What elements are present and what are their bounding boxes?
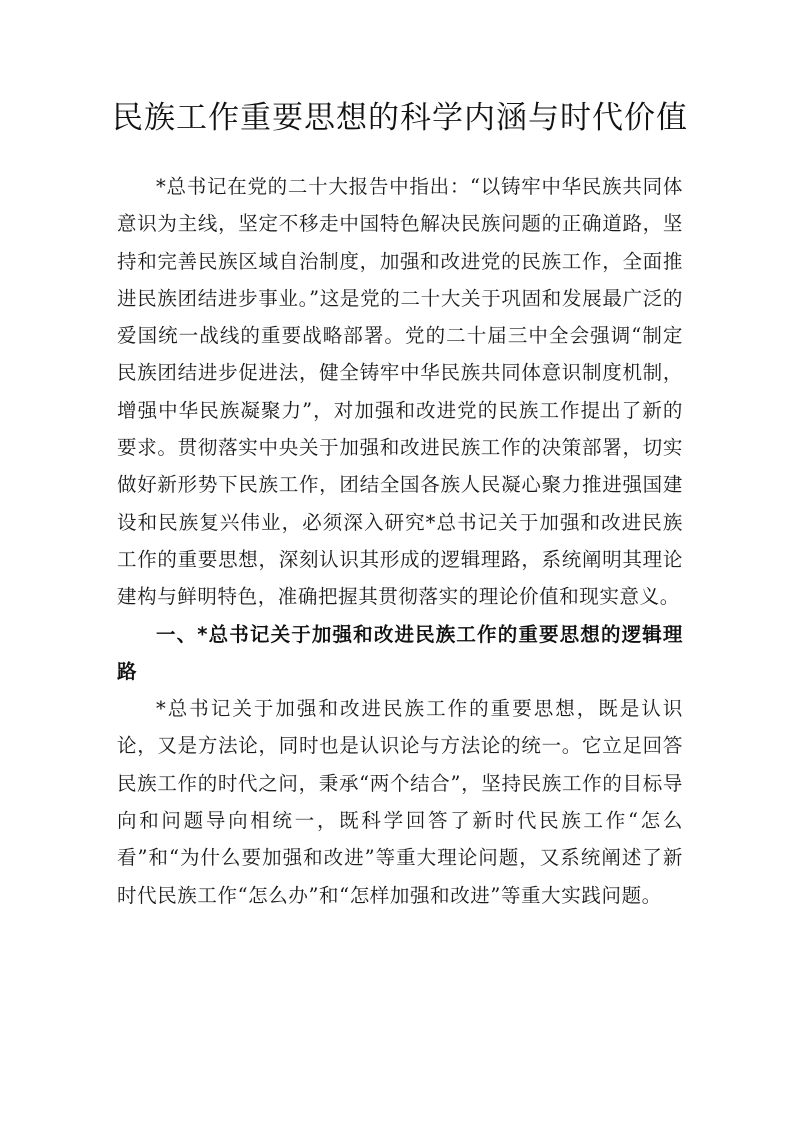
document-body bbox=[117, 168, 683, 914]
section-heading: 一、*总书记关于加强和改进民族工作的重要思想的逻辑理路 bbox=[117, 622, 683, 683]
intro-paragraph: *总书记在党的二十大报告中指出：“以铸牢中华民族共同体意识为主线，坚定不移走中国特色解决民族问题的正确道路，坚持和完善民族区域自治制度，加强和改进党的民族工作，全面推进民族团结进步事业。”这是党的二十大关于巩固和发展最广泛的爱国统一战线的重要战略部署。党的二十届三中全会强调“制定民族团结进步促进法，健全铸牢中华民族共同体意识制度机制，增强中华民族凝聚力”，对加强和改进党的民族工作提出了新的要求。贯彻落实中央关于加强和改进民族工作的决策部署，切实做好新形势下民族工作，团结全国各族人民凝心聚力推进强国建设和民族复兴伟业，必须深入研究*总书记关于加强和改进民族工作的重要思想，深刻认识其形成的逻辑理路，系统阐明其理论建构与鲜明特色，准确把握其贯彻落实的理论价值和现实意义。 bbox=[117, 175, 683, 609]
section-paragraph: *总书记关于加强和改进民族工作的重要思想，既是认识论，又是方法论，同时也是认识论与方法论的统一。它立足回答民族工作的时代之问，秉承“两个结合”，坚持民族工作的目标导向和问题导向相统一，既科学回答了新时代民族工作“怎么看”和“为什么要加强和改进”等重大理论问题，又系统阐述了新时代民族工作“怎么办”和“怎样加强和改进”等重大实践问题。 bbox=[117, 697, 683, 907]
document-title: 民族工作重要思想的科学内涵与时代价值 bbox=[112, 100, 688, 136]
